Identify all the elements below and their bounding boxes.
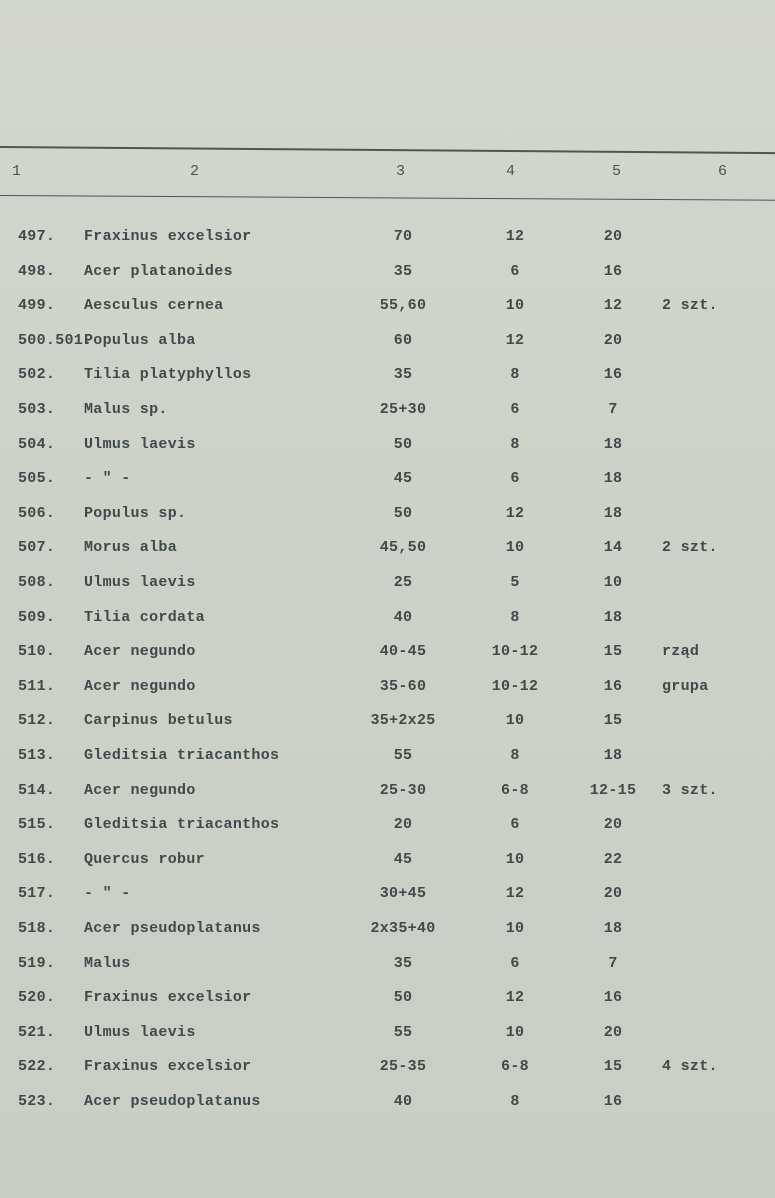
column-6-note: grupa <box>662 677 709 695</box>
species-name: Aesculus cernea <box>84 297 224 315</box>
column-4-value: 5 <box>510 574 520 591</box>
column-4-value: 10 <box>505 920 525 937</box>
column-4-value: 8 <box>510 1093 520 1110</box>
column-5-value: 15 <box>603 643 623 661</box>
table-row <box>0 1058 775 1092</box>
table-row <box>0 539 775 573</box>
column-4-value: 6 <box>510 262 520 280</box>
column-4-value: 12 <box>505 989 525 1007</box>
column-3-value: 30+45 <box>379 885 427 903</box>
column-5-value: 12 <box>603 297 623 315</box>
species-name: Acer negundo <box>84 677 196 695</box>
column-5-value: 20 <box>603 331 623 349</box>
column-5-value: 20 <box>603 228 623 245</box>
column-4-value: 10-12 <box>491 643 539 661</box>
species-name: Ulmus laevis <box>84 574 196 591</box>
table-row <box>0 955 775 989</box>
column-3-value: 50 <box>393 435 413 453</box>
species-name: Fraxinus excelsior <box>84 1058 252 1076</box>
table-row <box>0 816 775 850</box>
column-5-value: 16 <box>603 262 623 280</box>
column-5-value: 7 <box>608 401 618 418</box>
row-number: 521. <box>18 1023 56 1041</box>
column-header-4: 4 <box>506 163 516 180</box>
column-3-value: 55 <box>393 1023 413 1041</box>
table-row <box>0 228 775 262</box>
column-4-value: 10 <box>505 1023 525 1041</box>
species-name: Fraxinus excelsior <box>84 989 252 1007</box>
column-6-note: 4 szt. <box>662 1058 718 1076</box>
species-name: Quercus robur <box>84 850 205 868</box>
column-5-value: 18 <box>603 435 623 453</box>
row-number: 500.501. <box>18 331 93 349</box>
column-5-value: 14 <box>603 539 623 557</box>
column-5-value: 16 <box>603 677 623 695</box>
column-header-6: 6 <box>718 163 728 180</box>
row-number: 505. <box>18 470 56 488</box>
column-4-value: 12 <box>505 885 525 903</box>
species-name: - " - <box>84 470 131 488</box>
column-5-value: 18 <box>603 920 623 937</box>
row-number: 513. <box>18 747 56 764</box>
row-number: 517. <box>18 885 56 903</box>
species-name: Morus alba <box>84 539 178 557</box>
column-3-value: 35+2x25 <box>370 712 436 730</box>
table-top-rule <box>0 146 775 154</box>
column-5-value: 16 <box>603 366 623 384</box>
species-name: Acer pseudoplatanus <box>84 1093 261 1110</box>
column-4-value: 8 <box>510 435 520 453</box>
table-row <box>0 712 775 746</box>
species-name: Malus sp. <box>84 401 168 418</box>
row-number: 518. <box>18 920 56 937</box>
row-number: 508. <box>18 574 56 591</box>
table-row <box>0 643 775 677</box>
column-4-value: 8 <box>510 366 520 384</box>
column-4-value: 10 <box>505 712 525 730</box>
column-4-value: 8 <box>510 608 520 626</box>
row-number: 522. <box>18 1058 56 1076</box>
column-3-value: 45,50 <box>379 539 427 557</box>
column-5-value: 18 <box>603 608 623 626</box>
column-3-value: 40 <box>393 1093 413 1110</box>
table-row <box>0 505 775 539</box>
row-number: 502. <box>18 366 56 384</box>
species-name: Ulmus laevis <box>84 1023 196 1041</box>
table-row <box>0 885 775 919</box>
column-4-value: 6-8 <box>501 781 529 799</box>
table-row <box>0 851 775 885</box>
column-4-value: 6-8 <box>501 1058 529 1076</box>
species-name: Acer negundo <box>84 781 196 799</box>
column-header-2: 2 <box>190 163 200 180</box>
species-name: Acer platanoides <box>84 262 233 280</box>
table-row <box>0 436 775 470</box>
column-header-5: 5 <box>612 163 622 180</box>
table-row <box>0 609 775 643</box>
table-row <box>0 1093 775 1127</box>
column-5-value: 16 <box>603 1093 623 1110</box>
row-number: 498. <box>18 262 56 280</box>
species-name: Malus <box>84 954 131 972</box>
column-3-value: 35 <box>393 954 413 972</box>
species-name: Gleditsia triacanthos <box>84 816 280 834</box>
column-3-value: 25 <box>393 574 413 591</box>
row-number: 509. <box>18 608 56 626</box>
column-4-value: 10 <box>505 850 525 868</box>
column-3-value: 35-60 <box>379 677 427 695</box>
column-5-value: 10 <box>603 574 623 591</box>
column-3-value: 20 <box>393 816 413 834</box>
column-5-value: 18 <box>603 747 623 764</box>
column-3-value: 45 <box>393 470 413 488</box>
row-number: 512. <box>18 712 56 730</box>
column-3-value: 55,60 <box>379 297 427 315</box>
column-5-value: 20 <box>603 1023 623 1041</box>
species-name: Gleditsia triacanthos <box>84 747 280 764</box>
column-6-note: rząd <box>662 643 700 661</box>
column-5-value: 12-15 <box>589 781 637 799</box>
table-row <box>0 366 775 400</box>
row-number: 515. <box>18 816 56 834</box>
column-header-3: 3 <box>396 163 406 180</box>
row-number: 520. <box>18 989 56 1007</box>
species-name: Carpinus betulus <box>84 712 233 730</box>
column-5-value: 16 <box>603 989 623 1007</box>
species-name: Tilia platyphyllos <box>84 366 252 384</box>
column-3-value: 55 <box>393 747 413 764</box>
column-3-value: 35 <box>393 366 413 384</box>
table-row <box>0 470 775 504</box>
species-name: Acer negundo <box>84 643 196 661</box>
column-4-value: 10 <box>505 539 525 557</box>
table-row <box>0 297 775 331</box>
column-header-1: 1 <box>12 163 22 180</box>
column-4-value: 6 <box>510 401 520 418</box>
column-5-value: 15 <box>603 1058 623 1076</box>
table-row <box>0 263 775 297</box>
table-header-rule <box>0 195 775 201</box>
species-name: Populus sp. <box>84 504 187 522</box>
table-row <box>0 1024 775 1058</box>
column-4-value: 6 <box>510 470 520 488</box>
row-number: 519. <box>18 954 56 972</box>
species-name: Tilia cordata <box>84 608 205 626</box>
column-3-value: 70 <box>393 228 413 245</box>
column-4-value: 12 <box>505 331 525 349</box>
column-4-value: 12 <box>505 504 525 522</box>
column-5-value: 18 <box>603 470 623 488</box>
table-row <box>0 747 775 781</box>
row-number: 504. <box>18 435 56 453</box>
column-5-value: 20 <box>603 885 623 903</box>
column-5-value: 22 <box>603 850 623 868</box>
column-6-note: 3 szt. <box>662 781 718 799</box>
table-row <box>0 678 775 712</box>
column-3-value: 2x35+40 <box>370 920 436 937</box>
column-3-value: 45 <box>393 850 413 868</box>
column-3-value: 25-30 <box>379 781 427 799</box>
table-row <box>0 332 775 366</box>
column-5-value: 7 <box>608 954 618 972</box>
column-5-value: 20 <box>603 816 623 834</box>
row-number: 499. <box>18 297 56 315</box>
row-number: 497. <box>18 228 56 245</box>
row-number: 514. <box>18 781 56 799</box>
column-6-note: 2 szt. <box>662 297 718 315</box>
column-4-value: 12 <box>505 228 525 245</box>
column-3-value: 25+30 <box>379 401 427 418</box>
column-4-value: 6 <box>510 954 520 972</box>
row-number: 506. <box>18 504 56 522</box>
row-number: 503. <box>18 401 56 418</box>
column-3-value: 35 <box>393 262 413 280</box>
species-name: Ulmus laevis <box>84 435 196 453</box>
row-number: 507. <box>18 539 56 557</box>
table-row <box>0 574 775 608</box>
column-4-value: 6 <box>510 816 520 834</box>
column-3-value: 40 <box>393 608 413 626</box>
table-row <box>0 920 775 954</box>
row-number: 516. <box>18 850 56 868</box>
column-3-value: 40-45 <box>379 643 427 661</box>
column-3-value: 50 <box>393 989 413 1007</box>
column-4-value: 10-12 <box>491 677 539 695</box>
row-number: 510. <box>18 643 56 661</box>
species-name: Populus alba <box>84 331 196 349</box>
species-name: - " - <box>84 885 131 903</box>
column-5-value: 18 <box>603 504 623 522</box>
table-row <box>0 989 775 1023</box>
column-6-note: 2 szt. <box>662 539 718 557</box>
column-4-value: 10 <box>505 297 525 315</box>
column-4-value: 8 <box>510 747 520 764</box>
table-row <box>0 401 775 435</box>
column-3-value: 25-35 <box>379 1058 427 1076</box>
row-number: 511. <box>18 677 56 695</box>
species-name: Fraxinus excelsior <box>84 228 252 245</box>
table-row <box>0 782 775 816</box>
column-5-value: 15 <box>603 712 623 730</box>
column-3-value: 60 <box>393 331 413 349</box>
species-name: Acer pseudoplatanus <box>84 920 261 937</box>
row-number: 523. <box>18 1093 56 1110</box>
column-3-value: 50 <box>393 504 413 522</box>
